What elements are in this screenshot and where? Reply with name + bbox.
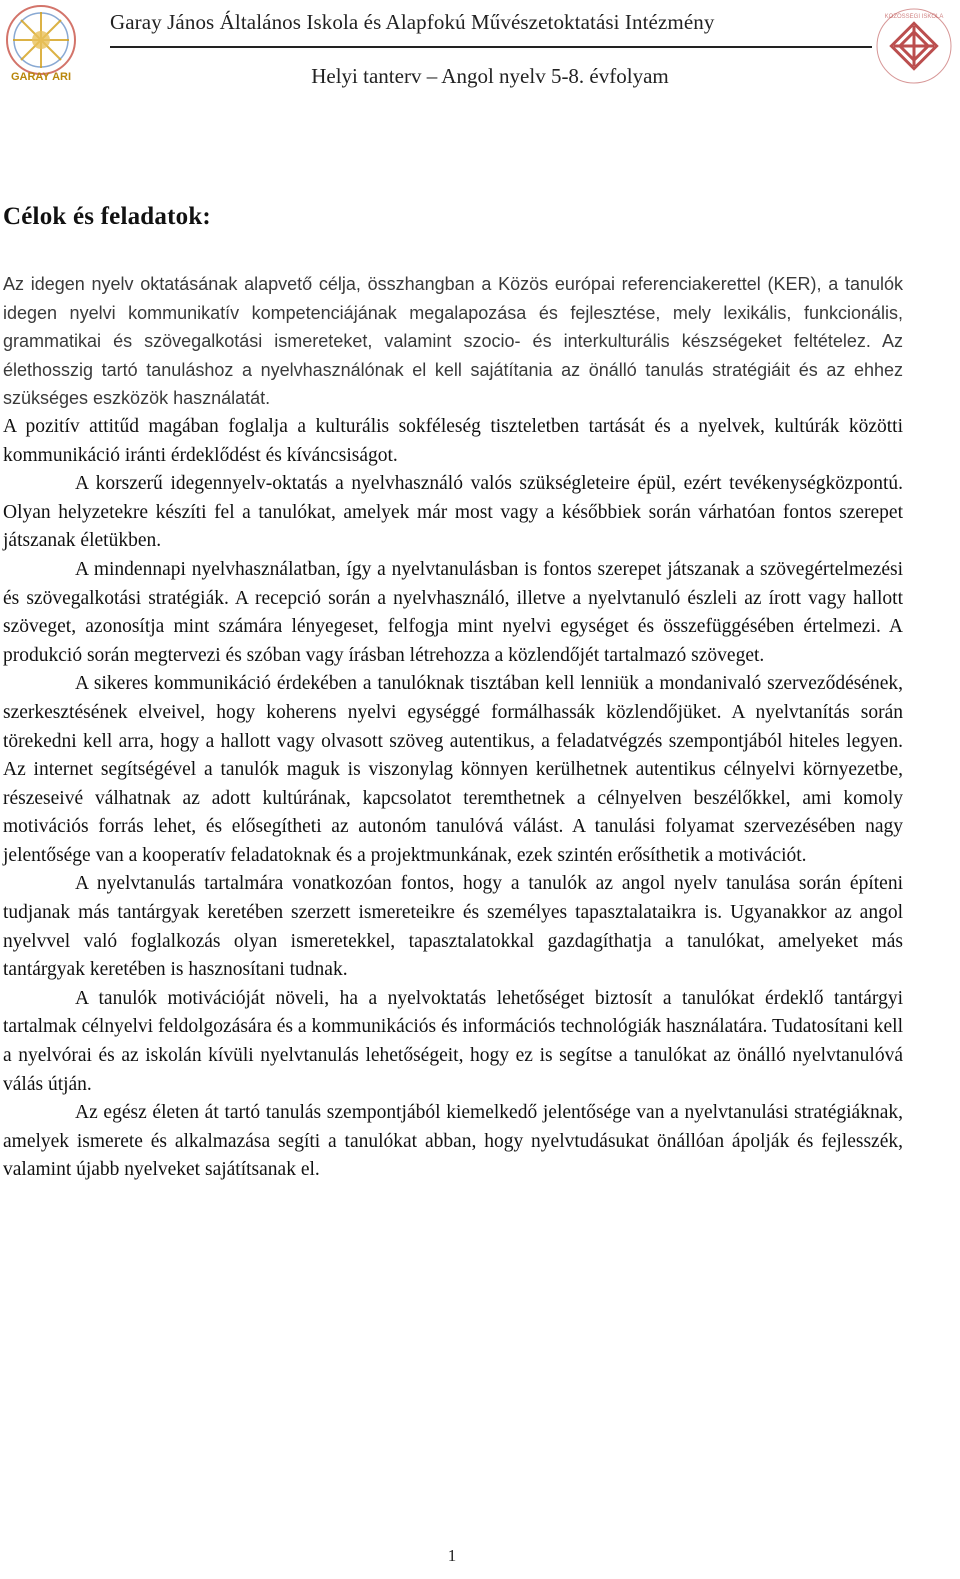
paragraph-goals: Az idegen nyelv oktatásának alapvető célja, összhangban a Közös európai referenciakerettel (KER), a tanulók idegen nyelvi kommunikatív kompetenciájának megalapozása és fejlesztése, mely lexikális, funkcionális, grammatikai és szövegalkotási ismereteket, valamint szocio- és interkulturális készségeket feltételez. Az élethosszig tartó tanuláshoz a nyelvhasználónak el kell sajátítania az önálló tanulás stratégiáit és az ehhez szükséges eszközök használatát. — [3, 274, 903, 409]
page-number: 1 — [447, 1546, 457, 1565]
paragraph-attitude: A pozitív attitűd magában foglalja a kulturális sokféleség tiszteletben tartását és a nyelvek, kultúrák közötti kommunikáció iránti érdeklődést és kíváncsiságot. — [3, 415, 903, 466]
paragraph-modern-teaching: A korszerű idegennyelv-oktatás a nyelvhasználó valós szükségleteire épül, ezért tevékenységközpontú. Olyan helyzetekre készíti fel a tanulókat, amelyek már most vagy a későbbiek során várhatóan fontos szerepet játszanak életükben. — [3, 473, 903, 552]
community-school-logo-icon — [874, 6, 954, 86]
logo-left-text: GARAY ARI — [10, 71, 72, 83]
section-title: Célok és feladatok: — [3, 203, 211, 230]
paragraph-strategies: A mindennapi nyelvhasználatban, így a nyelvtanulásban is fontos szerepet játszanak a szövegértelmezési és szövegalkotási stratégiák. A recepció során a nyelvhasználó, illetve a nyelvtanuló észleli az írott vagy hallott szöveget, azonosítja mint számára lényegeset, felfogja mint nyelvi egységet és összefüggésében értelmezi. A produkció során megtervezi és szóban vagy írásban létrehozza a közlendőjét tartalmazó szöveget. — [3, 558, 903, 666]
paragraph-lifelong-learning: Az egész életen át tartó tanulás szempontjából kiemelkedő jelentősége van a nyelvtanulási stratégiáknak, amelyek ismerete és alkalmazása segíti a tanulókat abban, hogy nyelvtudásukat önállóan ápolják és fejlesszék, valamint újabb nyelveket sajátítsanak el. — [3, 1102, 903, 1181]
body-text — [3, 270, 903, 1185]
paragraph-content: A nyelvtanulás tartalmára vonatkozóan fontos, hogy a tanulók az angol nyelv tanulása során építeni tudjanak más tantárgyak keretében szerzett ismereteikre és személyes tapasztalataikra is. Ugyanakkor az angol nyelvvel való foglalkozás olyan ismeretekkel, tapasztalatokkal gazdagíthatja a tanulókat, amelyeket más tantárgyak keretében is hasznosítani tudnak. — [3, 873, 903, 981]
school-logo-icon — [0, 2, 82, 84]
paragraph-motivation: A tanulók motivációját növeli, ha a nyelvoktatás lehetőséget biztosít a tanulókat érdeklő tantárgyi tartalmak célnyelvi feldolgozására és a kommunikációs és információs technológiák használatára. Tudatosítani kell a nyelvórai és az iskolán kívüli nyelvtanulás lehetőségeit, hogy ez is segítse a tanulókat az önálló nyelvtanulóvá válás útján. — [3, 987, 903, 1095]
logo-right-text: KÖZÖSSÉGI ISKOLA — [884, 14, 944, 20]
page-header — [0, 0, 960, 110]
paragraph-communication: A sikeres kommunikáció érdekében a tanulóknak tisztában kell lenniük a mondanivaló szerveződésének, szerkesztésének elveivel, hogy koherens nyelvi egységgé formálhassák közlendőjüket. A nyelvtanítás során törekedni kell arra, hogy a hallott vagy olvasott szöveg autentikus, a feladatvégzés szempontjából hiteles legyen. Az internet segítségével a tanulók maguk is viszonylag könnyen kerülhetnek autentikus célnyelvi környezetbe, részeseivé válhatnak az adott kultúrának, kapcsolatot teremthetnek a célnyelven beszélőkkel, ami komoly motivációs forrás lehet, és elősegítheti az autonóm tanulóvá válást. A tanulási folyamat szervezésében nagy jelentősége van a kooperatív feladatoknak és a projektmunkának, ezek szintén erősíthetik a motivációt. — [3, 673, 903, 866]
curriculum-subtitle: Helyi tanterv – Angol nyelv 5-8. évfolyam — [311, 64, 669, 88]
header-divider — [110, 46, 872, 48]
school-name: Garay János Általános Iskola és Alapfokú Művészetoktatási Intézmény — [110, 10, 715, 34]
